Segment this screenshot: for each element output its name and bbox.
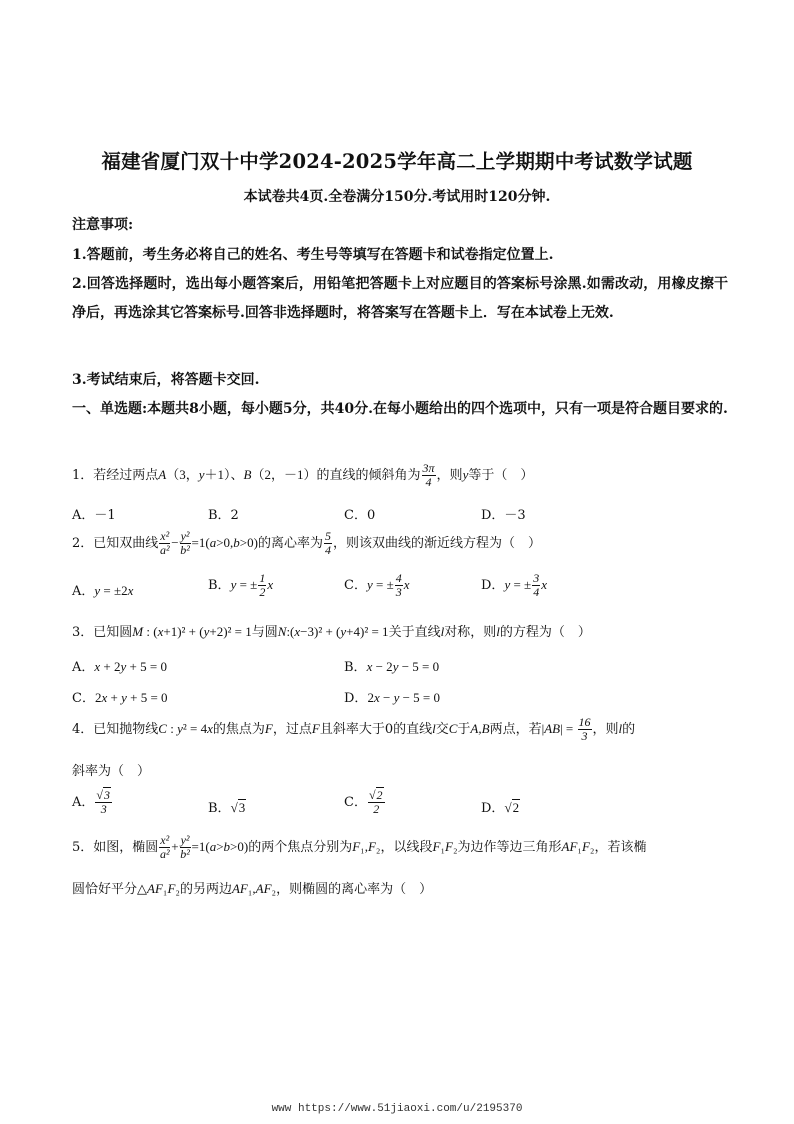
q4-option-c: C． $\frac{√2}{2}$ <box>344 788 383 816</box>
q4-line-2: 斜率为（ ） <box>72 764 151 779</box>
q5-triangle-2: AF₁F₂ <box>147 881 180 896</box>
q1-text-b: 的直线的倾斜角为 <box>316 468 421 483</box>
q4-option-d: D．√2 <box>481 800 520 816</box>
notes-heading: 注意事项: <box>72 217 134 233</box>
q5-text-a: 5．如图，椭圆 <box>72 840 159 855</box>
q1-text-d: 等于（ ） <box>468 468 534 483</box>
q1-math-points: A（3，y＋1）、B（2，－1） <box>158 467 317 482</box>
q3-circle-n: N:(x−3)² + (y+4)² = 1 <box>277 624 389 639</box>
q2-text-b: 的离心率为 <box>257 536 323 551</box>
q1-option-d: D．－3 <box>481 508 526 523</box>
q2-option-c: C．y = ± $\frac{4}{3}$ x <box>344 571 410 599</box>
q4-points-ab: A,B <box>470 721 490 736</box>
q4-text-b: 的焦点为 <box>212 722 265 737</box>
footer-watermark[interactable]: www https://www.51jiaoxi.com/u/2195370 <box>271 1103 523 1115</box>
q3-option-d: D．2x − y − 5 = 0 <box>344 690 441 706</box>
q1-angle-fraction: $\frac{3\pi}{4}$ <box>422 461 435 489</box>
q3-line-l2: l <box>496 624 500 639</box>
q2-option-b: B．y = ± $\frac{1}{2}$ x <box>208 571 274 599</box>
q5-line-2 <box>72 878 732 897</box>
q4-text-c: ，过点 <box>272 722 312 737</box>
q5-foci: F₁,F₂ <box>352 839 381 854</box>
q2-eccentricity: $\frac{5}{4}$ <box>324 529 331 557</box>
q5-sides: AF₁,AF₂ <box>231 881 277 896</box>
q4-line-l2: l <box>618 721 623 736</box>
q4-focus-f: F <box>264 721 273 736</box>
q4-point-f: F <box>311 721 320 736</box>
question-4 <box>72 716 732 743</box>
section-heading: 一、单选题:本题共8小题，每小题5分，共40分.在每小题给出的四个选项中，只有一项是符合题目要求的. <box>72 401 728 417</box>
q3-text-d: 对称，则 <box>444 625 497 640</box>
q4-chord-length: |AB| = $\frac{16}{3}$ <box>541 715 591 743</box>
q4-curve-c: C <box>448 721 458 736</box>
q5-triangle: AF₁F₂ <box>561 839 595 854</box>
note-item-3: 3.考试结束后，将答题卡交回. <box>72 372 260 388</box>
note-item-1: 1.答题前，考生务必将自己的姓名、考生号等填写在答题卡和试卷指定位置上. <box>72 247 554 263</box>
q4-option-a: A． $\frac{√3}{3}$ <box>72 788 110 816</box>
q2-option-d: D．y = ± $\frac{3}{4}$ x <box>481 571 547 599</box>
q3-option-c: C．2x + y + 5 = 0 <box>72 690 168 706</box>
q4-line-l: l <box>432 721 436 736</box>
q4-text-a: 4．已知抛物线 <box>72 722 159 737</box>
q2-hyperbola-equation: $\frac{\text{x²}}{\text{a²}}$ − $\frac{\text{y²}}{\text{b²}}$ =1(a>0,b>0) <box>159 529 258 557</box>
q1-option-a: A．－1 <box>72 508 116 523</box>
note-item-2: 2.回答选择题时，选出每小题答案后，用铅笔把答题卡上对应题目的答案标号涂黑.如需改动，用橡皮擦干净后，再选涂其它答案标号.回答非选择题时，将答案写在答题卡上．写在本试卷上无效. <box>72 276 728 321</box>
q5-segment: F₁F₂ <box>432 839 458 854</box>
q5-text-b: 的两个焦点分别为 <box>248 840 353 855</box>
q4-parabola: C : y² = 4x <box>158 721 213 736</box>
q2-text-a: 2．已知双曲线 <box>72 536 159 551</box>
q1-var-y: y <box>462 467 469 482</box>
q5-ellipse-equation: $\frac{\text{x²}}{\text{a²}}$ + $\frac{\text{y²}}{\text{b²}}$ =1(a>b>0) <box>159 833 249 861</box>
q4-text-g: 两点，若 <box>489 722 542 737</box>
q4-text-i: 的 <box>622 722 636 737</box>
question-3 <box>72 621 732 640</box>
q3-text-c: 关于直线 <box>388 625 441 640</box>
page-title: 福建省厦门双十中学2024-2025学年高二上学期期中考试数学试题 <box>101 150 693 173</box>
q4-text-f: 于 <box>457 722 471 737</box>
question-2 <box>72 530 732 557</box>
q3-circle-m: M : (x+1)² + (y+2)² = 1 <box>132 624 252 639</box>
q1-option-c: C．0 <box>344 508 376 523</box>
q2-option-a: A．y = ±2x <box>72 583 134 599</box>
q3-text-b: 与圆 <box>251 625 278 640</box>
q4-text-h: ，则 <box>592 722 619 737</box>
q3-option-b: B．x − 2y − 5 = 0 <box>344 659 440 675</box>
q4-text-d: 且斜率大于0的直线 <box>319 722 433 737</box>
q3-line-l: l <box>440 624 445 639</box>
q1-option-b: B．2 <box>208 508 239 523</box>
page-subtitle: 本试卷共4页.全卷满分150分.考试用时120分钟. <box>243 189 551 205</box>
q1-text-a: 1．若经过两点 <box>72 468 159 483</box>
question-5 <box>72 834 732 861</box>
q2-text-c: ，则该双曲线的渐近线方程为（ ） <box>332 536 541 551</box>
q3-option-a: A．x + 2y + 5 = 0 <box>72 659 167 675</box>
q3-text-e: 的方程为（ ） <box>499 625 591 640</box>
q5-text-e: ，若该椭 <box>594 840 647 855</box>
question-1 <box>72 462 732 489</box>
q5-line2-c: ，则椭圆的离心率为（ ） <box>276 882 433 897</box>
q3-text-a: 3．已知圆 <box>72 625 133 640</box>
q5-line2-a: 圆恰好平分△ <box>72 882 147 897</box>
q5-text-c: ，以线段 <box>380 840 433 855</box>
q4-text-e: 交 <box>435 722 449 737</box>
q1-text-c: ，则 <box>436 468 463 483</box>
q5-line2-b: 的另两边 <box>179 882 232 897</box>
q5-text-d: 为边作等边三角形 <box>457 840 562 855</box>
q4-option-b: B．√3 <box>208 800 246 816</box>
